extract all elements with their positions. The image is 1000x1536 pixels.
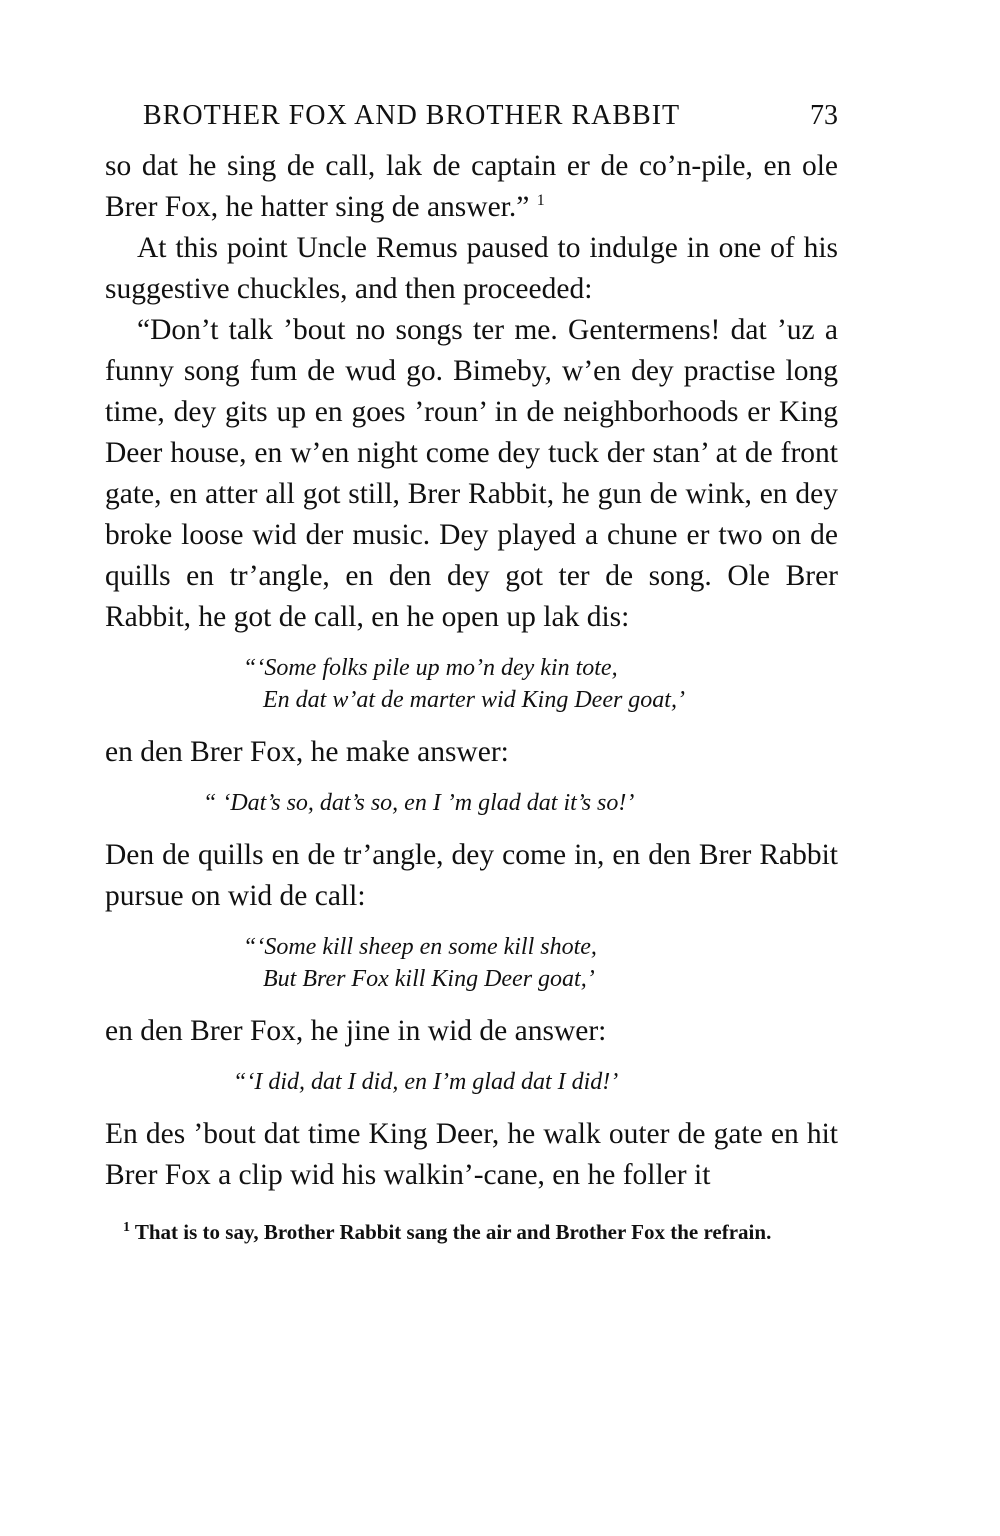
verse-line: “‘I did, dat I did, en I’m glad dat I did!’ [233,1069,619,1095]
footnote-text: That is to say, Brother Rabbit sang the air and Brother Fox the refrain. [134,1220,772,1244]
paragraph-1-text: so dat he sing de call, lak de captain er de co’n-pile, en ole Brer Fox, he hatter sing de answer.” [105,150,838,223]
footnote [105,1216,838,1248]
verse-line: “‘Some kill sheep en some kill shote, [243,934,597,960]
paragraph-5: Den de quills en de tr’angle, dey come in, en den Brer Rabbit pursue on wid de call: [105,839,838,912]
chapter-title: BROTHER FOX AND BROTHER RABBIT [143,100,681,131]
footnote-mark: 1 [123,1220,130,1235]
verse-line: En dat w’at de marter wid King Deer goat,’ [263,687,685,713]
paragraph-7: En des ’bout dat time King Deer, he walk outer de gate en hit Brer Fox a clip wid his walkin’-cane, en he foller it [105,1118,838,1191]
running-header [143,100,838,132]
verse-line: “‘Some folks pile up mo’n dey kin tote, [243,655,618,681]
verse-answer-1 [105,787,838,819]
paragraph-3: “Don’t talk ’bout no songs ter me. Gentermens! dat ’uz a funny song fum de wud go. Bimeby, w’en dey practise long time, dey gits up en goes ’roun’ in de neighborhoods er King Deer house, en w’en night come dey tuck der stan’ at de front gate, en atter all got still, Brer Rabbit, he gun de wink, en dey broke loose wid der music. Dey played a chune er two on de quills en tr’angle, en den dey got ter de song. Ole Brer Rabbit, he got de call, en he open up lak dis: [105,314,838,633]
verse-call-2 [105,931,838,995]
page-number: 73 [810,100,838,131]
paragraph-2: At this point Uncle Remus paused to indulge in one of his suggestive chuckles, and then proceeded: [105,232,838,305]
verse-answer-2 [105,1066,838,1098]
book-page [105,100,838,1248]
paragraph-4: en den Brer Fox, he make answer: [105,736,509,768]
verse-call-1 [105,652,838,716]
verse-line: “ ‘Dat’s so, dat’s so, en I ’m glad dat it’s so!’ [203,790,635,816]
paragraph-6: en den Brer Fox, he jine in wid de answer: [105,1015,607,1047]
footnote-reference: 1 [536,192,545,210]
verse-line: But Brer Fox kill King Deer goat,’ [263,966,595,992]
paragraph-1 [105,146,838,228]
